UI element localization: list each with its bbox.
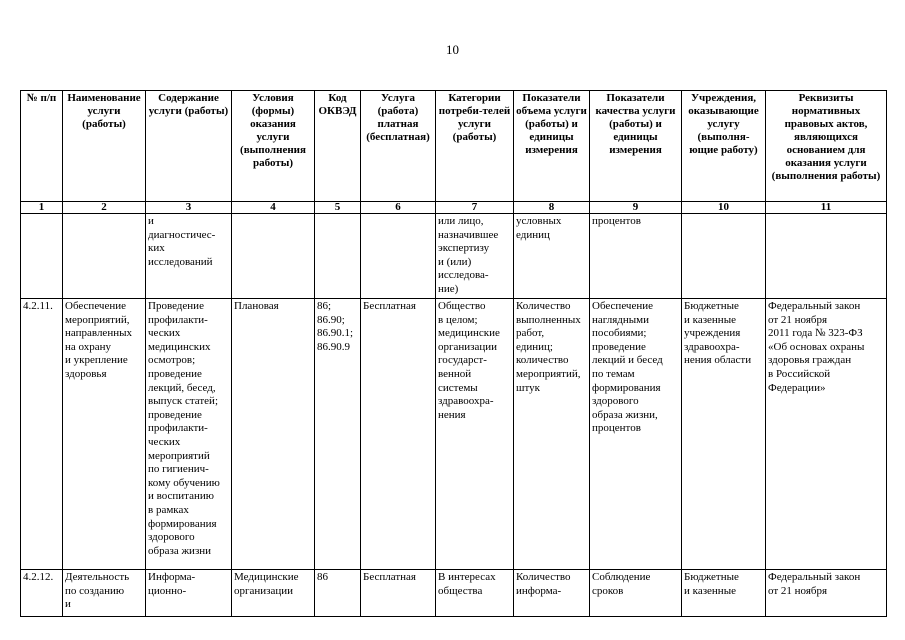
header-cell-service-content: Содержание услуги (работы) [146,91,232,202]
header-cell-volume-indicators: Показатели объема услуги (работы) и единицы измерения [514,91,590,202]
header-row [21,91,887,202]
column-number: 9 [590,202,682,214]
table-cell-legal-acts: Федеральный закон от 21 ноября 2011 года № 323-ФЗ «Об основах охраны здоровья граждан в Российской Федерации» [766,299,887,570]
table-cell-institutions [682,214,766,299]
column-number: 4 [232,202,315,214]
table-cell-consumer-categories: Общество в целом; медицинские организации государст- венной системы здравоохра- нения [436,299,514,570]
header-cell-number: № п/п [21,91,63,202]
table-cell-service-content: Информа- ционно- [146,570,232,617]
header-cell-paid-free: Услуга (работа) платная (бесплатная) [361,91,436,202]
table-cell-institutions: Бюджетные и казенные учреждения здравоохра- нения области [682,299,766,570]
table-cell-volume-indicators: условных единиц [514,214,590,299]
column-number: 5 [315,202,361,214]
column-number: 1 [21,202,63,214]
table-cell-conditions: Медицинские организации [232,570,315,617]
table-cell-service-name [63,214,146,299]
table-row-4-2-12 [21,570,887,617]
table-cell-quality-indicators: Обеспечение наглядными пособиями; проведение лекций и бесед по темам формирования здорового образа жизни, процентов [590,299,682,570]
header-cell-conditions: Условия (формы) оказания услуги (выполнения работы) [232,91,315,202]
column-number: 7 [436,202,514,214]
table-cell-service-content: и диагностичес- ких исследований [146,214,232,299]
page-number: 10 [446,42,459,57]
table-cell-legal-acts: Федеральный закон от 21 ноября [766,570,887,617]
table-cell-consumer-categories: В интересах общества [436,570,514,617]
column-number: 6 [361,202,436,214]
table-cell-volume-indicators: Количество выполненных работ, единиц; количество мероприятий, штук [514,299,590,570]
table-cell-number [21,214,63,299]
table-cell-conditions [232,214,315,299]
table-row-4-2-11 [21,299,887,570]
table-cell-number: 4.2.12. [21,570,63,617]
table-cell-quality-indicators: Соблюдение сроков [590,570,682,617]
table-cell-service-name: Деятельность по созданию и [63,570,146,617]
table-cell-legal-acts [766,214,887,299]
table-cell-service-name: Обеспечение мероприятий, направленных на охрану и укрепление здоровья [63,299,146,570]
header-cell-quality-indicators: Показатели качества услуги (работы) и единицы измерения [590,91,682,202]
table-row-continuation [21,214,887,299]
table-cell-paid-free: Бесплатная [361,570,436,617]
header-cell-institutions: Учреждения, оказывающие услугу (выполня-ющие работу) [682,91,766,202]
table-cell-paid-free: Бесплатная [361,299,436,570]
table-cell-okved-code: 86 [315,570,361,617]
column-number: 8 [514,202,590,214]
table-cell-service-content: Проведение профилакти- ческих медицинских осмотров; проведение лекций, бесед, выпуск статей; проведение профилакти- ческих мероприятий по гигиенич- кому обучению и воспитанию в рамках формирования здорового образа жизни [146,299,232,570]
table-cell-paid-free [361,214,436,299]
header-cell-okved-code: Код ОКВЭД [315,91,361,202]
table-cell-okved-code: 86; 86.90; 86.90.1; 86.90.9 [315,299,361,570]
table-cell-quality-indicators: процентов [590,214,682,299]
column-number: 10 [682,202,766,214]
table-cell-volume-indicators: Количество информа- [514,570,590,617]
table-cell-okved-code [315,214,361,299]
header-cell-service-name: Наименование услуги (работы) [63,91,146,202]
column-number-row [21,202,887,214]
table-cell-consumer-categories: или лицо, назначившее экспертизу и (или) исследова- ние) [436,214,514,299]
column-number: 11 [766,202,887,214]
column-number: 2 [63,202,146,214]
table-cell-conditions: Плановая [232,299,315,570]
column-number: 3 [146,202,232,214]
table-cell-number: 4.2.11. [21,299,63,570]
header-cell-legal-acts: Реквизиты нормативных правовых актов, являющихся основанием для оказания услуги (выполнения работы) [766,91,887,202]
services-table [20,90,887,617]
table-cell-institutions: Бюджетные и казенные [682,570,766,617]
header-cell-consumer-categories: Категории потреби-телей услуги (работы) [436,91,514,202]
